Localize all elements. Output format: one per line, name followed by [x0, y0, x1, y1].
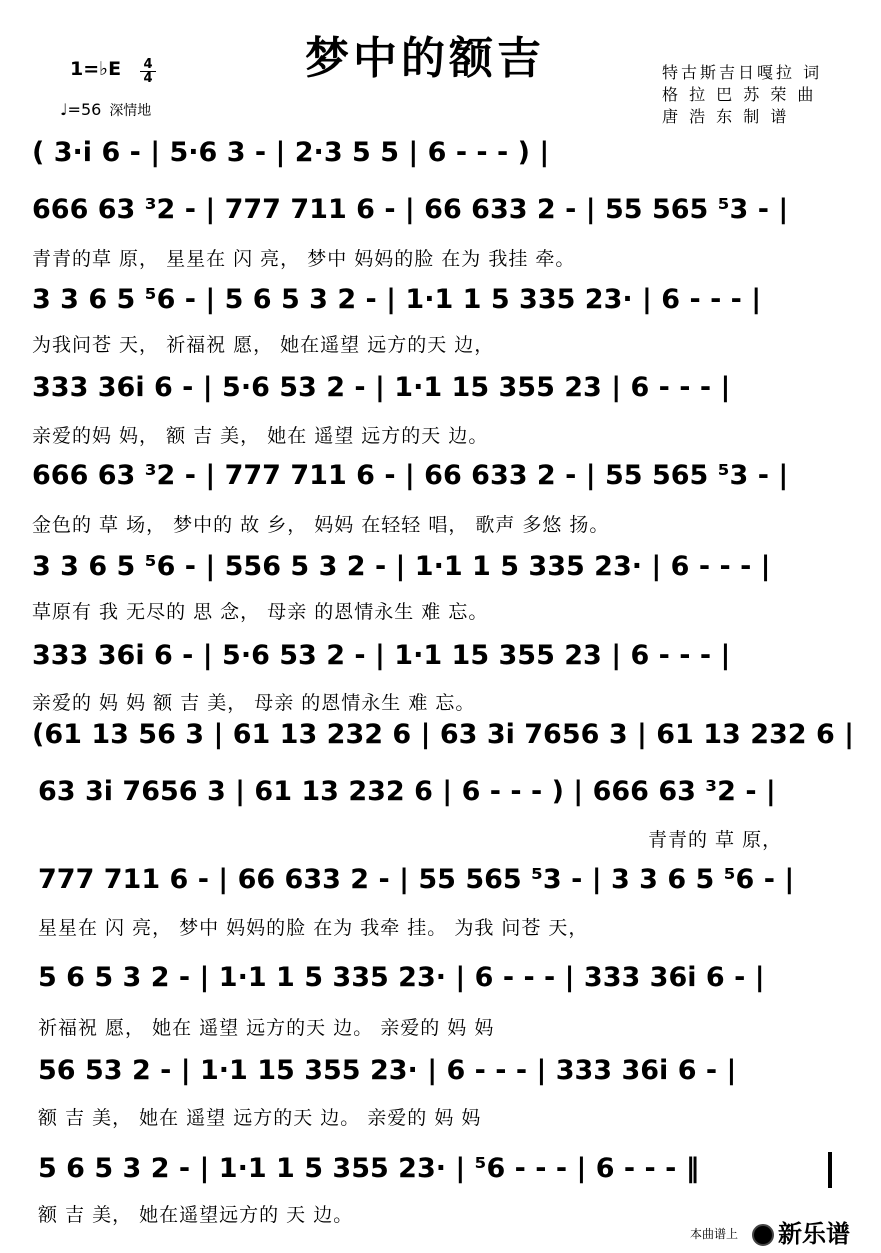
- notation-line: 777 711 6 - | 66 633 2 - | 55 565 ⁵3 - | 3 3 6 5 ⁵6 - |: [38, 864, 795, 895]
- final-barline: [828, 1152, 832, 1188]
- key-signature: 1=♭E: [70, 58, 122, 80]
- tempo-value: ♩=56: [60, 100, 102, 119]
- tempo-marking: [60, 100, 151, 120]
- notation-line: 63 3i 7656 3 | 61 13 232 6 | 6 - - - ) | 666 63 ³2 - |: [38, 776, 776, 807]
- site-logo: [752, 1214, 850, 1249]
- composer-credit: 格 拉 巴 苏 荣 曲: [662, 85, 817, 104]
- notation-line: 3 3 6 5 ⁵6 - | 5 6 5 3 2 - | 1·1 1 5 335 23· | 6 - - - |: [32, 284, 762, 315]
- notation-line: 333 36i 6 - | 5·6 53 2 - | 1·1 15 355 23 | 6 - - - |: [32, 640, 731, 671]
- disc-icon: [752, 1224, 774, 1246]
- lyrics-line: 为我问苍 天， 祈福祝 愿， 她在遥望 远方的天 边，: [32, 334, 495, 356]
- notation-line: 5 6 5 3 2 - | 1·1 1 5 335 23· | 6 - - - | 333 36i 6 - |: [38, 962, 765, 993]
- song-title: 梦中的额吉: [305, 33, 545, 84]
- lyrics-line: 祈福祝 愿， 她在 遥望 远方的天 边。 亲爱的 妈 妈: [38, 1017, 495, 1039]
- notation-line: 666 63 ³2 - | 777 711 6 - | 66 633 2 - | 55 565 ⁵3 - |: [32, 460, 789, 491]
- expression-marking: 深情地: [109, 103, 152, 119]
- notation-line: 3 3 6 5 ⁵6 - | 556 5 3 2 - | 1·1 1 5 335 23· | 6 - - - |: [32, 551, 771, 582]
- lyrics-line: 青青的 草 原，: [648, 829, 783, 851]
- lyrics-line: 星星在 闪 亮， 梦中 妈妈的脸 在为 我牵 挂。 为我 问苍 天，: [38, 917, 589, 939]
- notation-line: ( 3·i 6 - | 5·6 3 - | 2·3 5 5 | 6 - - - ) |: [32, 137, 550, 168]
- notation-line: 56 53 2 - | 1·1 15 355 23· | 6 - - - | 333 36i 6 - |: [38, 1055, 737, 1086]
- lyricist-credit: 特古斯吉日嘎拉 词: [662, 63, 823, 82]
- notation-line: 333 36i 6 - | 5·6 53 2 - | 1·1 15 355 23 | 6 - - - |: [32, 372, 731, 403]
- notation-line: (61 13 56 3 | 61 13 232 6 | 63 3i 7656 3 | 61 13 232 6 |: [32, 719, 855, 750]
- lyrics-line: 青青的草 原， 星星在 闪 亮， 梦中 妈妈的脸 在为 我挂 牵。: [32, 248, 576, 270]
- lyrics-line: 草原有 我 无尽的 思 念， 母亲 的恩情永生 难 忘。: [32, 601, 489, 623]
- notation-line: 666 63 ³2 - | 777 711 6 - | 66 633 2 - | 55 565 ⁵3 - |: [32, 194, 789, 225]
- lyrics-line: 亲爱的 妈 妈 额 吉 美， 母亲 的恩情永生 难 忘。: [32, 692, 476, 714]
- lyrics-line: 金色的 草 场， 梦中的 故 乡， 妈妈 在轻轻 唱， 歌声 多悠 扬。: [32, 514, 610, 536]
- logo-text: 新乐谱: [778, 1220, 850, 1248]
- time-signature-top: 4: [140, 58, 156, 72]
- lyrics-line: 额 吉 美， 她在遥望远方的 天 边。: [38, 1204, 354, 1226]
- time-signature-bottom: 4: [143, 71, 153, 86]
- arranger-credit: 唐 浩 东 制 谱: [662, 107, 790, 126]
- notation-line: 5 6 5 3 2 - | 1·1 1 5 355 23· | ⁵6 - - - | 6 - - - ‖: [38, 1153, 700, 1184]
- time-signature: [140, 58, 156, 85]
- lyrics-line: 亲爱的妈 妈， 额 吉 美， 她在 遥望 远方的天 边。: [32, 425, 489, 447]
- credits: [662, 62, 822, 128]
- lyrics-line: 额 吉 美， 她在 遥望 远方的天 边。 亲爱的 妈 妈: [38, 1107, 482, 1129]
- footer-text: 本曲谱上: [690, 1227, 739, 1241]
